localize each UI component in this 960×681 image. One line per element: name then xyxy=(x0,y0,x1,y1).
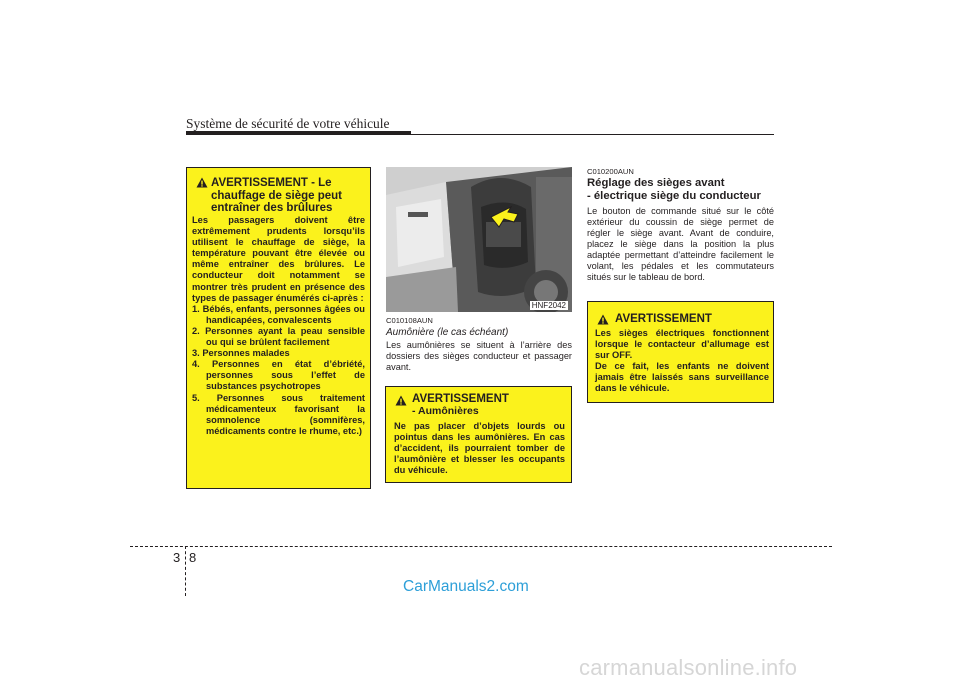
right-title-line1: Réglage des sièges avant xyxy=(587,177,725,189)
warning-body-1: Les sièges électriques fonctionnent lorsque le contacteur d’allumage est sur OFF. xyxy=(595,328,769,361)
list-item: 5. Personnes sous traitement médicamenteux favorisant la somnolence (somnifères, médicaments contre le rhume, etc.) xyxy=(192,392,365,436)
right-body: Le bouton de commande situé sur le côté extérieur du coussin de siège permet de régler le siège avant. Avant de conduire, placez le siège dans la position la plus adaptée permettant d’atteindre facilement le volant, les pédales et les commutateurs situés sur le tableau de bord. xyxy=(587,206,774,282)
page-number: 8 xyxy=(189,550,197,565)
footer-divider xyxy=(185,546,186,596)
warning-body: Ne pas placer d’objets lourds ou pointus dans les aumônières. En cas d’accident, ils pourraient tomber de l’aumônière et blesser les occupants du véhicule. xyxy=(394,421,565,476)
car-interior-illustration xyxy=(386,167,572,312)
seatback-pocket-photo xyxy=(386,167,572,312)
photo-code: HNF2042 xyxy=(531,301,566,310)
watermark-bottom[interactable]: carmanualsonline.info xyxy=(579,655,798,680)
warning-body xyxy=(192,215,365,437)
list-item: 2. Personnes ayant la peau sensible ou qui se brûlent facilement xyxy=(192,325,365,348)
warning-icon xyxy=(597,314,609,325)
warning-icon xyxy=(395,395,407,406)
passenger-list xyxy=(192,304,365,437)
section-title: Système de sécurité de votre véhicule xyxy=(186,116,390,131)
middle-body: Les aumônières se situent à l’arrière des dossiers des sièges conducteur et passager avant. xyxy=(386,340,572,372)
warning-title: AVERTISSEMENT xyxy=(615,313,712,325)
watermark-top[interactable]: CarManuals2.com xyxy=(403,578,529,595)
middle-code: C010108AUN xyxy=(386,316,433,325)
warning-body-2: De ce fait, les enfants ne doivent jamais être laissés sans surveillance dans le véhicule. xyxy=(595,361,769,394)
warning-title: AVERTISSEMENT xyxy=(412,393,509,405)
warning-icon xyxy=(196,177,208,188)
warning-intro: Les passagers doivent être extrêmement prudents lorsqu’ils utilisent le chauffage de siège, la température pouvant être élevée ou même entraîner des brûlures. Le conducteur doit notamment se montrer très prudent en présence des types de passager énumérés ci-après : xyxy=(192,215,365,303)
middle-subtitle: Aumônière (le cas échéant) xyxy=(386,327,509,338)
list-item: 1. Bébés, enfants, personnes âgées ou handicapées, convalescents xyxy=(192,303,365,325)
seat-heater-warning-box xyxy=(186,167,371,489)
list-item: 4. Personnes en état d’ébriété, personnes sous l’effet de substances psychotropes xyxy=(192,359,365,392)
right-code: C010200AUN xyxy=(587,167,634,176)
chapter-number: 3 xyxy=(173,550,181,565)
power-seat-warning-box xyxy=(587,301,774,403)
warning-title: AVERTISSEMENT - Le chauffage de siège peut entraîner des brûlures xyxy=(211,177,343,214)
right-title-line2: - électrique siège du conducteur xyxy=(587,190,761,202)
pocket-warning-box xyxy=(385,386,572,483)
warning-body xyxy=(595,328,769,395)
list-item: 3. Personnes malades xyxy=(192,348,290,359)
header-rule xyxy=(186,134,774,135)
footer-rule xyxy=(130,546,832,547)
warning-subtitle: - Aumônières xyxy=(412,405,479,417)
